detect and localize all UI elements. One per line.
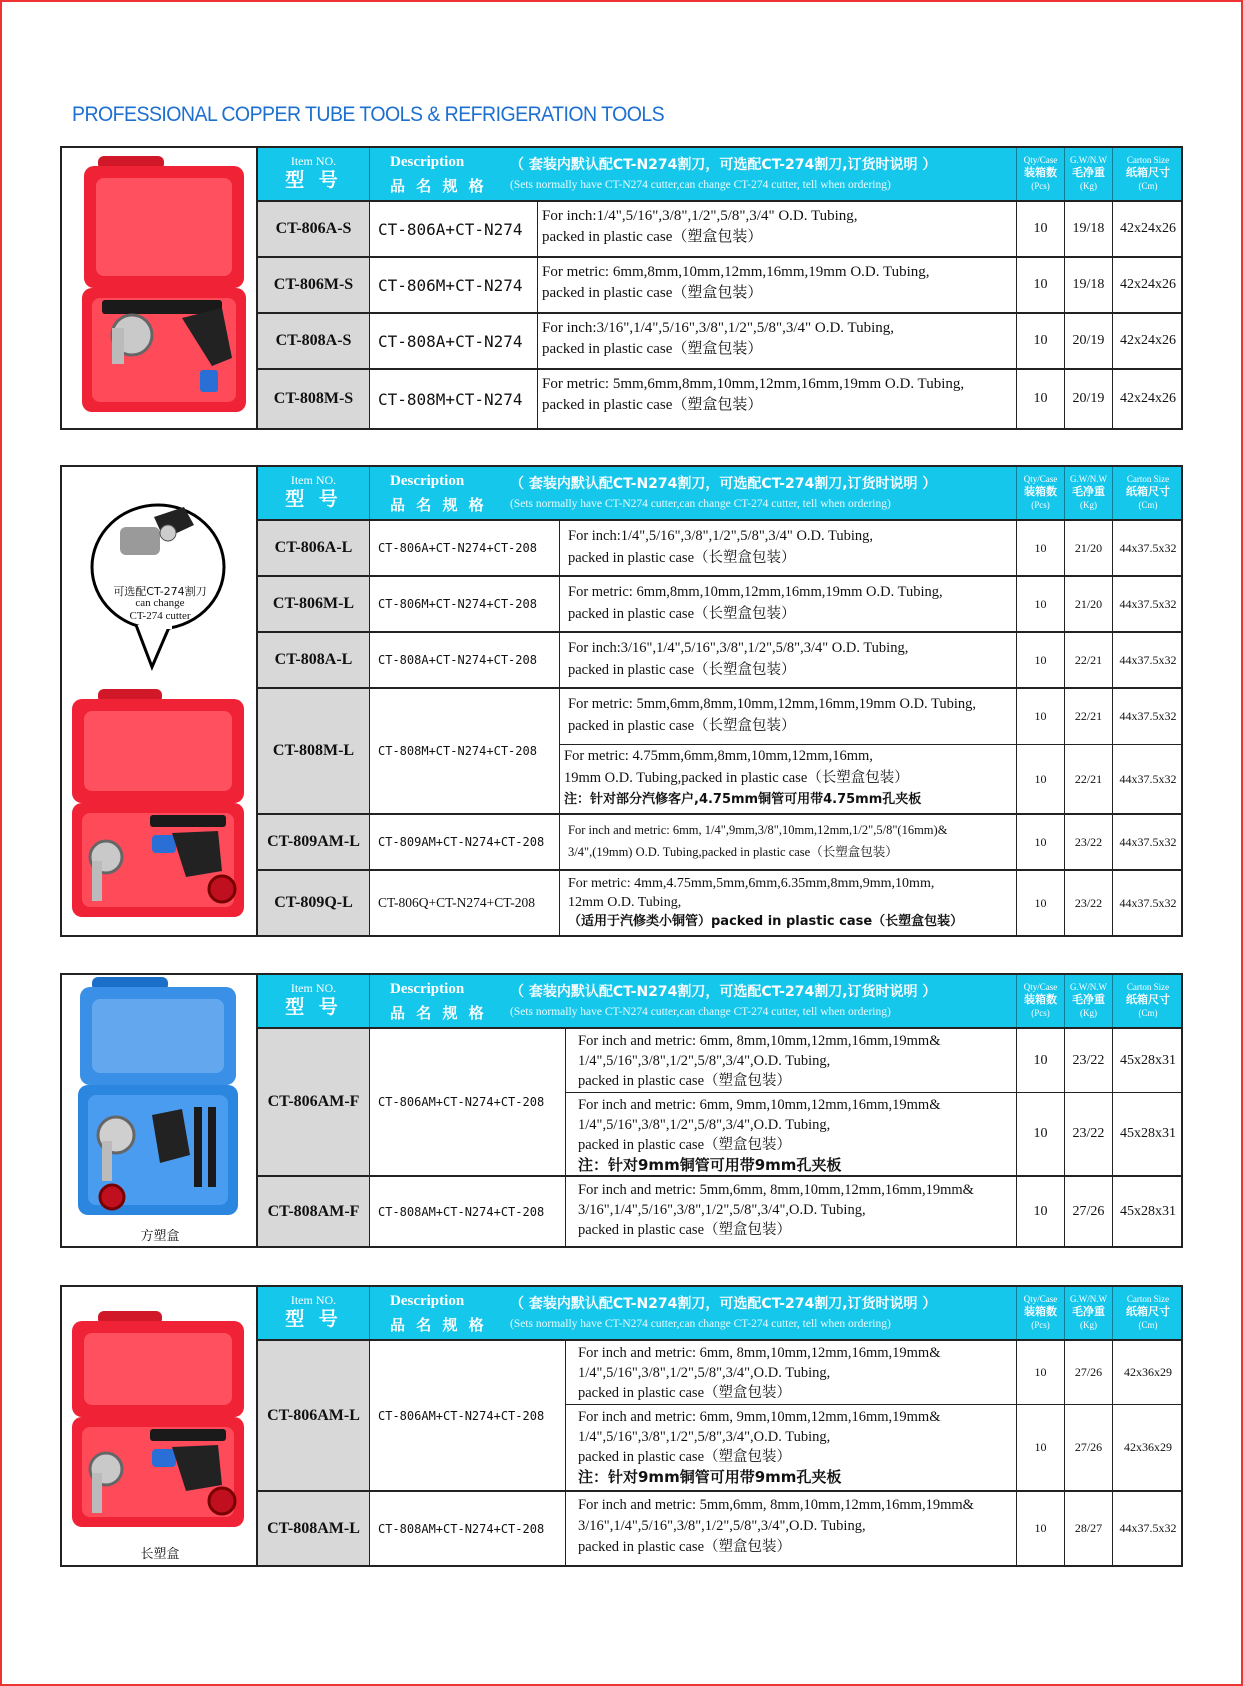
gross-net-weight: 20/19 [1065, 370, 1113, 428]
model-combo: CT-808A+CT-N274+CT-208 [370, 633, 560, 687]
product-image-cell [62, 1287, 258, 1565]
gross-net-weight: 23/22 [1065, 815, 1113, 869]
header-ct-en: Carton Size [1126, 474, 1170, 484]
description [560, 577, 1017, 631]
red-long-case-kit-image [62, 685, 254, 935]
table-row [258, 202, 1181, 258]
gross-net-weight: 19/18 [1065, 258, 1113, 312]
header-ct-cn: 纸箱尺寸 [1126, 1306, 1170, 1318]
item-number: CT-806M-L [258, 577, 370, 631]
description-line: For inch and metric: 5mm,6mm, 8mm,10mm,12mm,16mm,19mm& [578, 1497, 974, 1513]
description [566, 1405, 1017, 1490]
model-combo: CT-808M+CT-N274 [370, 370, 538, 428]
table-row [258, 1029, 1181, 1177]
header-carton [1113, 467, 1183, 519]
gross-net-weight: 22/21 [1065, 689, 1113, 745]
header-weight [1065, 975, 1113, 1027]
description [560, 633, 1017, 687]
header-desc-en: Description [390, 981, 465, 997]
header-description [370, 1287, 1017, 1339]
model-combo: CT-806A+CT-N274 [370, 202, 538, 256]
product-image-cell [62, 467, 258, 935]
description-line: packed in plastic case（长塑盒包装） [568, 718, 796, 734]
model-combo: CT-806AM+CT-N274+CT-208 [370, 1029, 566, 1175]
item-number: CT-808AM-F [258, 1177, 370, 1246]
gross-net-weight: 28/27 [1065, 1492, 1113, 1565]
description-line: 19mm O.D. Tubing,packed in plastic case（长塑盒包装） [564, 770, 909, 786]
header-desc-cn: 品 名 规 格 [390, 177, 487, 195]
description-line: 12mm O.D. Tubing, [568, 895, 682, 910]
qty-per-case: 10 [1017, 745, 1065, 813]
item-number: CT-806AM-L [258, 1341, 370, 1490]
description-line: For inch and metric: 6mm, 8mm,10mm,12mm,16mm,19mm& [578, 1033, 941, 1049]
qty-per-case: 10 [1017, 1177, 1065, 1246]
carton-size: 44x37.5x32 [1119, 596, 1177, 611]
carton-size: 42x24x26 [1120, 391, 1176, 406]
item-number: CT-808AM-L [258, 1492, 370, 1565]
description [566, 1177, 1017, 1246]
item-number: CT-808A-S [258, 314, 370, 368]
gross-net-weight: 21/20 [1065, 577, 1113, 631]
description [538, 370, 1017, 428]
description-line: 3/16",1/4",5/16",3/8",1/2",5/8",3/4",O.D. Tubing, [578, 1518, 866, 1534]
header-carton [1113, 148, 1183, 200]
header-weight [1065, 467, 1113, 519]
description [560, 871, 1017, 935]
description-line: For metric: 6mm,8mm,10mm,12mm,16mm,19mm O.D. Tubing, [542, 264, 930, 280]
table-row [258, 815, 1181, 871]
table-row [258, 1492, 1181, 1565]
carton-size: 45x28x31 [1120, 1203, 1176, 1219]
header-description [370, 467, 1017, 519]
header-item-cn: 型 号 [285, 169, 342, 191]
description-line: 1/4",5/16",3/8",1/2",5/8",3/4",O.D. Tubing, [578, 1365, 831, 1381]
gross-net-weight: 22/21 [1065, 633, 1113, 687]
model-combo: CT-808A+CT-N274 [370, 314, 538, 368]
qty-per-case: 10 [1017, 258, 1065, 312]
red-long-case-kit-image [62, 1287, 254, 1537]
product-image-cell [62, 975, 258, 1246]
red-case-flaring-kit-image [62, 148, 254, 428]
description-line: packed in plastic case（塑盒包装） [578, 1539, 792, 1555]
qty-per-case: 10 [1017, 1492, 1065, 1565]
header-ct-unit: (Cm) [1138, 1008, 1158, 1018]
header-qty-en: Qty/Case [1023, 1294, 1058, 1304]
header-desc-cn: 品 名 规 格 [390, 496, 487, 514]
description-line: For metric: 5mm,6mm,8mm,10mm,12mm,16mm,19mm O.D. Tubing, [568, 696, 977, 712]
model-combo: CT-808AM+CT-N274+CT-208 [370, 1177, 566, 1246]
description [566, 1029, 1017, 1093]
header-qty-en: Qty/Case [1023, 474, 1058, 484]
bubble-text-en2: CT-274 cutter [129, 610, 191, 622]
header-qty [1017, 1287, 1065, 1339]
description-line: For metric: 4mm,4.75mm,5mm,6mm,6.35mm,8mm,9mm,10mm, [568, 876, 935, 891]
header-description [370, 975, 1017, 1027]
table-header [258, 467, 1181, 521]
product-image-cell [62, 148, 258, 428]
description-line: packed in plastic case（长塑盒包装） [568, 606, 796, 622]
model-combo: CT-809AM+CT-N274+CT-208 [370, 815, 560, 869]
qty-per-case: 10 [1017, 314, 1065, 368]
carton-size: 44x37.5x32 [1119, 771, 1177, 786]
description-note: 注：针对部分汽修客户,4.75mm铜管可用带4.75mm孔夹板 [564, 792, 922, 807]
item-number: CT-808A-L [258, 633, 370, 687]
model-combo: CT-806M+CT-N274+CT-208 [370, 577, 560, 631]
description-line: 1/4",5/16",3/8",1/2",5/8",3/4",O.D. Tubing, [578, 1429, 831, 1445]
header-qty-en: Qty/Case [1023, 982, 1058, 992]
description-line: For inch:3/16",1/4",5/16",3/8",1/2",5/8",3/4" O.D. Tubing, [542, 320, 895, 336]
header-item-no [258, 148, 370, 200]
description [538, 314, 1017, 368]
header-note-en: (Sets normally have CT-N274 cutter,can change CT-274 cutter, tell when ordering) [510, 498, 891, 510]
description-line: For metric: 6mm,8mm,10mm,12mm,16mm,19mm O.D. Tubing, [568, 584, 943, 600]
description-note: （适用于汽修类小铜管）packed in plastic case（长塑盒包装） [568, 914, 964, 929]
description-note: 注：针对9mm铜管可用带9mm孔夹板 [578, 1156, 842, 1174]
header-note-cn: （ 套装内默认配CT-N274割刀，可选配CT-274割刀,订货时说明 ） [510, 1296, 937, 1312]
model-combo: CT-806M+CT-N274 [370, 258, 538, 312]
description [538, 258, 1017, 312]
header-ct-en: Carton Size [1126, 155, 1170, 165]
header-item-cn: 型 号 [285, 1308, 342, 1330]
header-carton [1113, 1287, 1183, 1339]
description-line: packed in plastic case（长塑盒包装） [568, 662, 796, 678]
header-desc-cn: 品 名 规 格 [390, 1004, 487, 1022]
header-qty [1017, 467, 1065, 519]
carton-size: 44x37.5x32 [1119, 652, 1177, 667]
header-gw-cn: 毛净重 [1072, 167, 1105, 179]
description-line: packed in plastic case（塑盒包装） [578, 1385, 792, 1401]
header-note-en: (Sets normally have CT-N274 cutter,can change CT-274 cutter, tell when ordering) [510, 1318, 891, 1330]
carton-size: 42x24x26 [1120, 333, 1176, 348]
qty-per-case: 10 [1017, 689, 1065, 745]
header-note-cn: （ 套装内默认配CT-N274割刀，可选配CT-274割刀,订货时说明 ） [510, 984, 937, 1000]
table-row [258, 1341, 1181, 1492]
description-line: packed in plastic case（塑盒包装） [542, 285, 763, 301]
item-number: CT-806AM-F [258, 1029, 370, 1175]
header-qty [1017, 148, 1065, 200]
gross-net-weight: 27/26 [1065, 1177, 1113, 1246]
header-qty-en: Qty/Case [1023, 155, 1058, 165]
table-row [258, 258, 1181, 314]
cutter-callout-bubble [62, 467, 254, 677]
description-line: For inch:3/16",1/4",5/16",3/8",1/2",5/8",3/4" O.D. Tubing, [568, 640, 909, 656]
header-qty-unit: (Pcs) [1031, 500, 1050, 510]
model-combo: CT-808M+CT-N274+CT-208 [370, 689, 560, 813]
header-item-en: Item NO. [290, 1293, 337, 1307]
table-header [258, 1287, 1181, 1341]
bubble-text-en1: can change [135, 597, 185, 609]
case-caption: 长塑盒 [140, 1547, 180, 1562]
gross-net-weight: 21/20 [1065, 521, 1113, 575]
header-gw-en: G.W/N.W [1070, 982, 1107, 992]
description-line: 1/4",5/16",3/8",1/2",5/8",3/4",O.D. Tubing, [578, 1053, 831, 1069]
description-line: packed in plastic case（长塑盒包装） [568, 550, 796, 566]
description-line: For metric: 5mm,6mm,8mm,10mm,12mm,16mm,19mm O.D. Tubing, [542, 376, 965, 392]
description-line: packed in plastic case（塑盒包装） [542, 341, 763, 357]
qty-per-case: 10 [1017, 577, 1065, 631]
description-line: For inch and metric: 6mm, 8mm,10mm,12mm,16mm,19mm& [578, 1345, 941, 1361]
product-block-4 [60, 1285, 1183, 1567]
header-qty-cn: 装箱数 [1024, 994, 1057, 1006]
header-weight [1065, 148, 1113, 200]
carton-size: 42x24x26 [1120, 221, 1176, 236]
carton-size: 45x28x31 [1113, 1029, 1183, 1093]
header-gw-cn: 毛净重 [1072, 994, 1105, 1006]
header-ct-unit: (Cm) [1138, 181, 1158, 191]
item-number: CT-808M-L [258, 689, 370, 813]
model-combo: CT-806AM+CT-N274+CT-208 [370, 1341, 566, 1490]
description [560, 745, 1017, 813]
header-qty-cn: 装箱数 [1024, 1306, 1057, 1318]
header-gw-cn: 毛净重 [1072, 486, 1105, 498]
description-line: packed in plastic case（塑盒包装） [578, 1137, 792, 1153]
table-row [258, 521, 1181, 577]
item-number: CT-806A-S [258, 202, 370, 256]
table-row [258, 314, 1181, 370]
description [566, 1492, 1017, 1565]
header-item-cn: 型 号 [285, 996, 342, 1018]
qty-per-case: 10 [1017, 521, 1065, 575]
header-desc-cn: 品 名 规 格 [390, 1316, 487, 1334]
header-item-no [258, 467, 370, 519]
description-line: 3/4",(19mm) O.D. Tubing,packed in plastic case（长塑盒包装） [568, 845, 898, 859]
product-block-2 [60, 465, 1183, 937]
description-line: packed in plastic case（塑盒包装） [578, 1073, 792, 1089]
header-gw-cn: 毛净重 [1072, 1306, 1105, 1318]
description [538, 202, 1017, 256]
qty-per-case: 10 [1017, 202, 1065, 256]
model-combo: CT-806Q+CT-N274+CT-208 [370, 871, 560, 935]
header-note-en: (Sets normally have CT-N274 cutter,can change CT-274 cutter, tell when ordering) [510, 179, 891, 191]
table-header [258, 975, 1181, 1029]
carton-size: 42x36x29 [1113, 1341, 1183, 1405]
carton-size: 42x24x26 [1120, 277, 1176, 292]
header-item-cn: 型 号 [285, 488, 342, 510]
header-gw-en: G.W/N.W [1070, 474, 1107, 484]
gross-net-weight: 22/21 [1065, 745, 1113, 813]
header-ct-cn: 纸箱尺寸 [1126, 486, 1170, 498]
header-ct-en: Carton Size [1126, 1294, 1170, 1304]
description-line: packed in plastic case（塑盒包装） [542, 397, 763, 413]
qty-per-case: 10 [1017, 370, 1065, 428]
page-title: PROFESSIONAL COPPER TUBE TOOLS & REFRIGERATION TOOLS [72, 103, 665, 126]
description-line: For inch and metric: 6mm, 1/4",9mm,3/8",10mm,12mm,1/2",5/8"(16mm)& [568, 823, 948, 837]
item-number: CT-809Q-L [258, 871, 370, 935]
item-number: CT-809AM-L [258, 815, 370, 869]
carton-size: 44x37.5x32 [1119, 895, 1177, 910]
description-line: For inch:1/4",5/16",3/8",1/2",5/8",3/4" O.D. Tubing, [542, 208, 858, 224]
description [560, 815, 1017, 869]
header-desc-en: Description [390, 154, 465, 170]
table-row [258, 633, 1181, 689]
header-qty-cn: 装箱数 [1024, 486, 1057, 498]
case-caption: 方塑盒 [140, 1229, 180, 1244]
header-gw-unit: (Kg) [1080, 181, 1097, 191]
carton-size: 44x37.5x32 [1119, 834, 1177, 849]
description-line: For metric: 4.75mm,6mm,8mm,10mm,12mm,16mm, [564, 748, 873, 764]
qty-per-case: 10 [1017, 1029, 1065, 1093]
qty-per-case: 10 [1017, 871, 1065, 935]
description-line: packed in plastic case（塑盒包装） [578, 1449, 792, 1465]
item-number: CT-808M-S [258, 370, 370, 428]
gross-net-weight: 19/18 [1065, 202, 1113, 256]
header-desc-en: Description [390, 473, 465, 489]
header-ct-unit: (Cm) [1138, 500, 1158, 510]
table-row [258, 577, 1181, 633]
carton-size: 44x37.5x32 [1119, 540, 1177, 555]
table-row [258, 1177, 1181, 1246]
header-item-no [258, 1287, 370, 1339]
description-line: For inch and metric: 5mm,6mm, 8mm,10mm,12mm,16mm,19mm& [578, 1182, 974, 1198]
product-block-3 [60, 973, 1183, 1248]
qty-per-case: 10 [1017, 1093, 1065, 1175]
description-line: 3/16",1/4",5/16",3/8",1/2",5/8",3/4",O.D. Tubing, [578, 1202, 866, 1218]
carton-size: 45x28x31 [1120, 1126, 1176, 1141]
description-line: For inch and metric: 6mm, 9mm,10mm,12mm,16mm,19mm& [578, 1409, 941, 1425]
bubble-text-cn: 可选配CT-274割刀 [113, 585, 207, 598]
header-item-en: Item NO. [290, 981, 337, 995]
table-row [258, 871, 1181, 935]
product-block-1 [60, 146, 1183, 430]
carton-size: 44x37.5x32 [1113, 689, 1183, 745]
gross-net-weight: 23/22 [1065, 1029, 1113, 1093]
blue-square-case-kit-image [62, 975, 254, 1220]
carton-size: 42x36x29 [1124, 1440, 1172, 1454]
header-note-cn: （ 套装内默认配CT-N274割刀，可选配CT-274割刀,订货时说明 ） [510, 157, 937, 173]
table-row [258, 370, 1181, 428]
header-gw-unit: (Kg) [1080, 1008, 1097, 1018]
item-number: CT-806M-S [258, 258, 370, 312]
gross-net-weight: 20/19 [1065, 314, 1113, 368]
description [566, 1341, 1017, 1405]
description [560, 521, 1017, 575]
qty-per-case: 10 [1017, 633, 1065, 687]
header-ct-cn: 纸箱尺寸 [1126, 994, 1170, 1006]
header-weight [1065, 1287, 1113, 1339]
header-qty-cn: 装箱数 [1024, 167, 1057, 179]
header-item-no [258, 975, 370, 1027]
header-gw-en: G.W/N.W [1070, 1294, 1107, 1304]
description-line: For inch and metric: 6mm, 9mm,10mm,12mm,16mm,19mm& [578, 1097, 941, 1113]
description-line: packed in plastic case（塑盒包装） [578, 1222, 792, 1238]
header-ct-en: Carton Size [1126, 982, 1170, 992]
qty-per-case: 10 [1017, 815, 1065, 869]
description-line: For inch:1/4",5/16",3/8",1/2",5/8",3/4" O.D. Tubing, [568, 528, 874, 544]
header-note-en: (Sets normally have CT-N274 cutter,can change CT-274 cutter, tell when ordering) [510, 1006, 891, 1018]
description-note: 注：针对9mm铜管可用带9mm孔夹板 [578, 1468, 842, 1486]
header-qty-unit: (Pcs) [1031, 181, 1050, 191]
table-header [258, 148, 1181, 202]
header-gw-unit: (Kg) [1080, 1320, 1097, 1330]
header-ct-unit: (Cm) [1138, 1320, 1158, 1330]
qty-per-case: 10 [1017, 1341, 1065, 1405]
gross-net-weight: 27/26 [1065, 1405, 1113, 1490]
header-item-en: Item NO. [290, 154, 337, 168]
header-gw-unit: (Kg) [1080, 500, 1097, 510]
gross-net-weight: 23/22 [1065, 1093, 1113, 1175]
header-carton [1113, 975, 1183, 1027]
carton-size: 44x37.5x32 [1119, 1521, 1177, 1535]
header-desc-en: Description [390, 1293, 465, 1309]
table-row [258, 689, 1181, 815]
description-line: packed in plastic case（塑盒包装） [542, 229, 763, 245]
item-number: CT-806A-L [258, 521, 370, 575]
qty-per-case: 10 [1017, 1405, 1065, 1490]
description-line: 1/4",5/16",3/8",1/2",5/8",3/4",O.D. Tubing, [578, 1117, 831, 1133]
header-item-en: Item NO. [290, 473, 337, 487]
description [566, 1093, 1017, 1175]
header-qty [1017, 975, 1065, 1027]
header-ct-cn: 纸箱尺寸 [1126, 167, 1170, 179]
model-combo: CT-806A+CT-N274+CT-208 [370, 521, 560, 575]
header-gw-en: G.W/N.W [1070, 155, 1107, 165]
model-combo: CT-808AM+CT-N274+CT-208 [370, 1492, 566, 1565]
header-note-cn: （ 套装内默认配CT-N274割刀，可选配CT-274割刀,订货时说明 ） [510, 476, 937, 492]
gross-net-weight: 27/26 [1065, 1341, 1113, 1405]
gross-net-weight: 23/22 [1065, 871, 1113, 935]
header-qty-unit: (Pcs) [1031, 1320, 1050, 1330]
header-qty-unit: (Pcs) [1031, 1008, 1050, 1018]
description [560, 689, 1017, 745]
header-description [370, 148, 1017, 200]
